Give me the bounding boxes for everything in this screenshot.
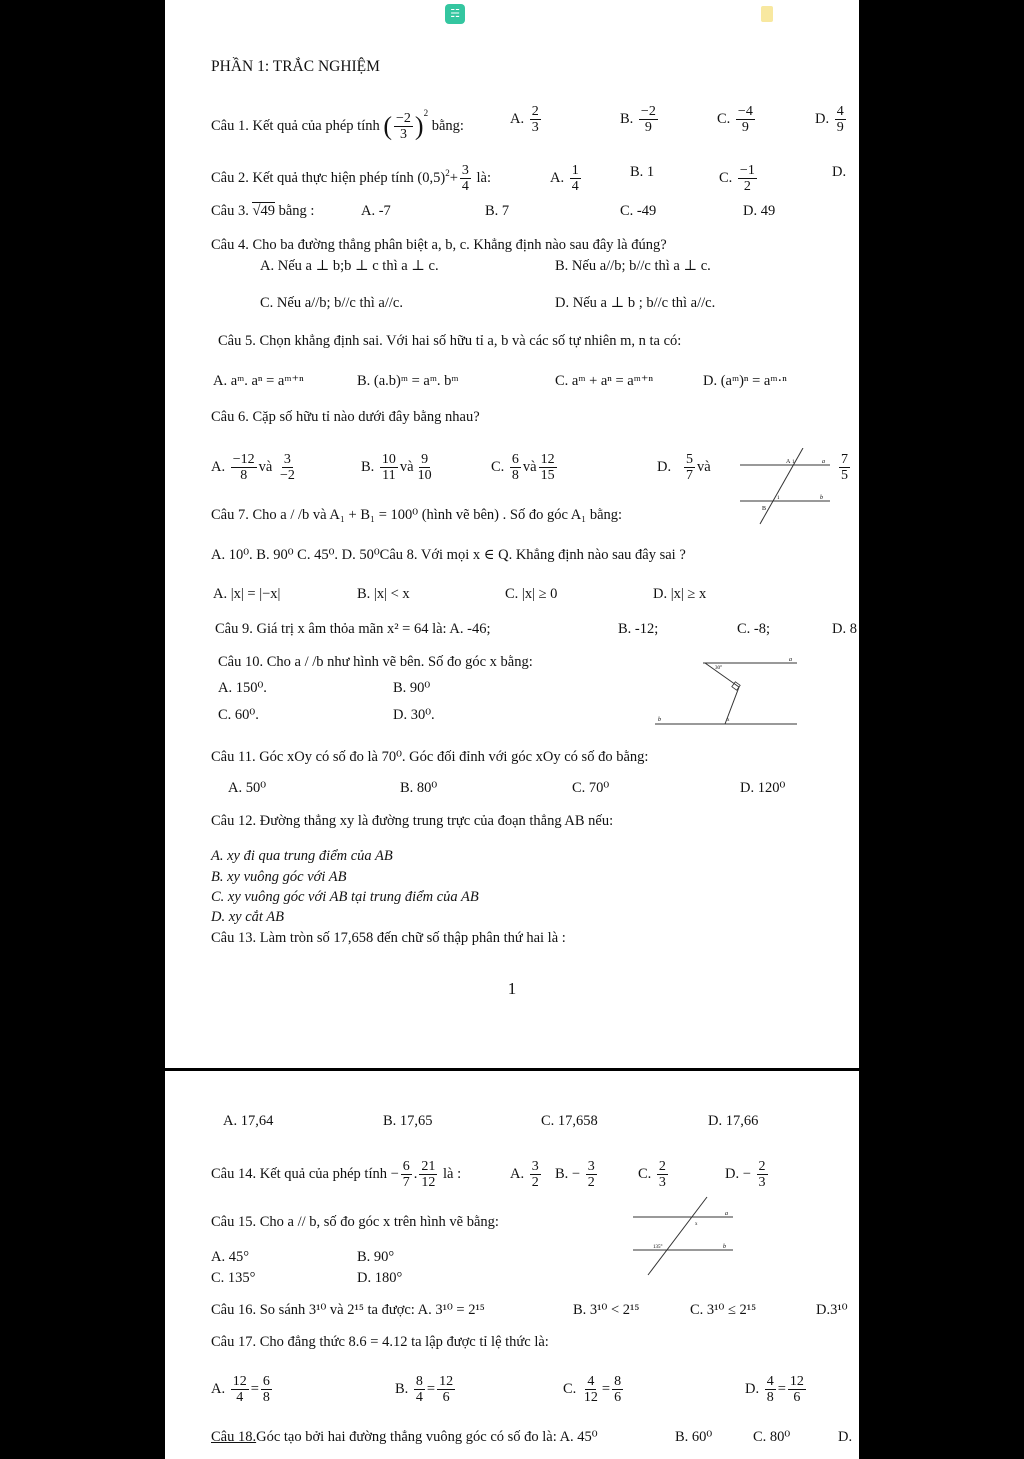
q18-text: Câu 18.Góc tạo bởi hai đường thẳng vuông góc có số đo là: A. 45⁰ xyxy=(211,1429,598,1445)
q6-option-a[interactable]: A. $\frac{-12}{8}$ và $\frac{3}{-2}$ xyxy=(211,452,295,483)
q7-text: Câu 7. Cho a / /b và A₁ + B₁ = 100⁰ (hình vẽ bên) . Số đo góc A₁ bằng: xyxy=(211,507,623,523)
q16-option-c[interactable]: C. 3¹⁰ ≤ 2¹⁵ xyxy=(690,1302,757,1318)
q12-text: Câu 12. Đường thẳng xy là đường trung trực của đoạn thẳng AB nếu: xyxy=(211,813,614,829)
q12-option-c[interactable]: C. xy vuông góc với AB tại trung điểm của AB xyxy=(211,889,479,905)
q5-option-c[interactable]: C. aᵐ + aⁿ = aᵐ⁺ⁿ xyxy=(555,373,654,389)
q15-option-c[interactable]: C. 135° xyxy=(211,1270,256,1286)
q3-option-d[interactable]: D. 49 xyxy=(743,203,776,219)
q7-fig-label-1b: 1 xyxy=(777,496,780,501)
q14-option-a[interactable]: A. $\frac{3}{2}$ xyxy=(510,1159,539,1190)
q10-fig-label-x: x xyxy=(727,718,730,723)
q18-option-c[interactable]: C. 80⁰ xyxy=(753,1429,791,1445)
q7-fig-label-A: A xyxy=(786,459,791,465)
q11-option-d[interactable]: D. 120⁰ xyxy=(740,780,786,796)
q7-options[interactable]: A. 10⁰. B. 90⁰ C. 45⁰. D. 50⁰ xyxy=(211,547,380,563)
q10-fig-label-a: a xyxy=(789,657,792,663)
q10-fig-label-b: b xyxy=(658,717,661,723)
q13-option-c[interactable]: C. 17,658 xyxy=(541,1113,598,1129)
q6-option-d[interactable]: D. $\frac{5}{7}$ và xyxy=(657,452,711,483)
q16-text: Câu 16. So sánh 3¹⁰ và 2¹⁵ ta được: A. 3¹⁰ = 2¹⁵ xyxy=(211,1302,485,1318)
q14-option-b[interactable]: B. − $\frac{3}{2}$ xyxy=(555,1159,595,1190)
q7-fig-label-B: B xyxy=(762,506,767,512)
q18-option-b[interactable]: B. 60⁰ xyxy=(675,1429,713,1445)
note-icon[interactable] xyxy=(761,6,773,22)
q10-option-c[interactable]: C. 60⁰. xyxy=(218,707,259,723)
q7-options-q8-text xyxy=(211,546,686,564)
q12-option-b[interactable]: B. xy vuông góc với AB xyxy=(211,869,347,885)
q11-option-a[interactable]: A. 50⁰ xyxy=(228,780,267,796)
q14-option-d[interactable]: D. − $\frac{2}{3}$ xyxy=(725,1159,766,1190)
q9-option-c[interactable]: C. -8; xyxy=(737,621,771,637)
q8-option-b[interactable]: B. |x| < x xyxy=(357,586,410,602)
q12-option-d[interactable]: D. xy cắt AB xyxy=(211,909,285,925)
q8-option-c[interactable]: C. |x| ≥ 0 xyxy=(505,586,558,602)
q3-option-c[interactable]: C. -49 xyxy=(620,203,657,219)
q15-fig-label-a: a xyxy=(725,1211,728,1217)
q7-fig-label-b: b xyxy=(820,495,823,501)
q10-text: Câu 10. Cho a / /b như hình vẽ bên. Số đo góc x bằng: xyxy=(218,654,533,670)
q15-option-d[interactable]: D. 180° xyxy=(357,1270,403,1286)
q3-option-a[interactable]: A. -7 xyxy=(361,203,391,219)
q11-option-b[interactable]: B. 80⁰ xyxy=(400,780,438,796)
q18-option-d[interactable]: D. xyxy=(838,1429,853,1445)
q7-fig-label-a: a xyxy=(822,459,825,465)
q17-option-b[interactable]: B. $\frac{8}{4}$ = $\frac{12}{6}$ xyxy=(395,1374,454,1405)
q16-option-d[interactable]: D.3¹⁰ xyxy=(816,1302,848,1318)
q17-option-a[interactable]: A. $\frac{12}{4}$ = $\frac{6}{8}$ xyxy=(211,1374,270,1405)
q10-option-b[interactable]: B. 90⁰ xyxy=(393,680,431,696)
q9-option-d[interactable]: D. 8 xyxy=(832,621,857,637)
q10-figure xyxy=(655,655,805,730)
q6-option-d-second: $\frac{7}{5}$ xyxy=(841,452,848,483)
q14-option-c[interactable]: C. $\frac{2}{3}$ xyxy=(638,1159,666,1190)
q1-option-c[interactable]: C. $\frac{-4}{9}$ xyxy=(717,104,753,135)
q1-option-b[interactable]: B. $\frac{-2}{9}$ xyxy=(620,104,656,135)
q2-option-b[interactable]: B. 1 xyxy=(630,164,655,180)
q7-fig-label-1a: 1 xyxy=(792,460,795,465)
q8-text: Câu 8. Với mọi x ∈ Q. Khẳng định nào sau đây sai ? xyxy=(379,547,686,563)
q10-option-a[interactable]: A. 150⁰. xyxy=(218,680,267,696)
q5-option-a[interactable]: A. aᵐ. aⁿ = aᵐ⁺ⁿ xyxy=(213,373,304,389)
q16-option-b[interactable]: B. 3¹⁰ < 2¹⁵ xyxy=(573,1302,640,1318)
q6-text: Câu 6. Cặp số hữu tỉ nào dưới đây bằng nhau? xyxy=(211,409,480,425)
q2-option-d[interactable]: D. xyxy=(832,164,847,180)
q15-fig-label-b: b xyxy=(723,1244,726,1250)
q9-text: Câu 9. Giá trị x âm thỏa mãn x² = 64 là: A. -46; xyxy=(215,621,491,637)
q4-text: Câu 4. Cho ba đường thẳng phân biệt a, b, c. Khẳng định nào sau đây là đúng? xyxy=(211,237,667,253)
q9-option-b[interactable]: B. -12; xyxy=(618,621,659,637)
q2-text: Câu 2. Kết quả thực hiện phép tính $(0,5)^2+$ $\frac{3}{4}$ là: xyxy=(211,163,491,194)
page-1 xyxy=(165,0,859,1068)
q15-option-a[interactable]: A. 45° xyxy=(211,1249,250,1265)
q15-figure xyxy=(633,1195,743,1277)
app-icon[interactable]: ☵ xyxy=(445,4,465,24)
q7-figure xyxy=(740,448,840,528)
q13-option-d[interactable]: D. 17,66 xyxy=(708,1113,759,1129)
q1-option-d[interactable]: D. $\frac{4}{9}$ xyxy=(815,104,844,135)
q15-option-b[interactable]: B. 90° xyxy=(357,1249,395,1265)
q11-text: Câu 11. Góc xOy có số đo là 70⁰. Góc đối đỉnh với góc xOy có số đo bằng: xyxy=(211,749,649,765)
q13-option-a[interactable]: A. 17,64 xyxy=(223,1113,274,1129)
q13-text: Câu 13. Làm tròn số 17,658 đến chữ số thập phân thứ hai là : xyxy=(211,930,566,946)
q5-option-b[interactable]: B. (a.b)ᵐ = aᵐ. bᵐ xyxy=(357,373,459,389)
q17-text: Câu 17. Cho đẳng thức 8.6 = 4.12 ta lập được tỉ lệ thức là: xyxy=(211,1334,549,1350)
q17-option-c[interactable]: C. $\frac{4}{12}$ = $\frac{8}{6}$ xyxy=(563,1374,622,1405)
q14-text: Câu 14. Kết quả của phép tính − $\frac{6}{7}$ . $\frac{21}{12}$ là : xyxy=(211,1159,462,1190)
q4-option-a[interactable]: A. Nếu a ⊥ b;b ⊥ c thì a ⊥ c. xyxy=(260,258,439,274)
q10-fig-angle: 30° xyxy=(715,666,722,671)
q12-option-a[interactable]: A. xy đi qua trung điểm của AB xyxy=(211,848,393,864)
q6-option-c[interactable]: C. $\frac{6}{8}$ và $\frac{12}{15}$ xyxy=(491,452,555,483)
q3-option-b[interactable]: B. 7 xyxy=(485,203,510,219)
q17-option-d[interactable]: D. $\frac{4}{8}$ = $\frac{12}{6}$ xyxy=(745,1374,804,1405)
q6-option-b[interactable]: B. $\frac{10}{11}$ và $\frac{9}{10}$ xyxy=(361,452,432,483)
q2-option-a[interactable]: A. $\frac{1}{4}$ xyxy=(550,163,579,194)
q2-option-c[interactable]: C. $\frac{-1}{2}$ xyxy=(719,163,755,194)
q8-option-d[interactable]: D. |x| ≥ x xyxy=(653,586,707,602)
page-number: 1 xyxy=(507,979,517,998)
q4-option-c[interactable]: C. Nếu a//b; b//c thì a//c. xyxy=(260,295,403,311)
page-2 xyxy=(165,1071,859,1459)
q1-option-a[interactable]: A. $\frac{2}{3}$ xyxy=(510,104,539,135)
q8-option-a[interactable]: A. |x| = |−x| xyxy=(213,586,281,602)
q15-fig-label-x: x xyxy=(695,1222,698,1227)
q4-option-b[interactable]: B. Nếu a//b; b//c thì a ⊥ c. xyxy=(555,258,711,274)
section-title: PHẦN 1: TRẮC NGHIỆM xyxy=(211,58,380,75)
q1-text: Câu 1. Kết quả của phép tính ( $\frac{-2}{3}$ )$^2$ bằng: xyxy=(211,108,464,143)
q10-option-d[interactable]: D. 30⁰. xyxy=(393,707,435,723)
q11-option-c[interactable]: C. 70⁰ xyxy=(572,780,610,796)
q15-fig-angle: 135° xyxy=(653,1245,663,1250)
q15-text: Câu 15. Cho a // b, số đo góc x trên hình vẽ bằng: xyxy=(211,1214,499,1230)
q4-option-d[interactable]: D. Nếu a ⊥ b ; b//c thì a//c. xyxy=(555,295,716,311)
q5-text: Câu 5. Chọn khẳng định sai. Với hai số hữu tỉ a, b và các số tự nhiên m, n ta có: xyxy=(218,333,682,349)
q3-text: Câu 3. √49 bằng : xyxy=(211,203,315,219)
q13-option-b[interactable]: B. 17,65 xyxy=(383,1113,433,1129)
q5-option-d[interactable]: D. (aᵐ)ⁿ = aᵐ·ⁿ xyxy=(703,373,787,389)
